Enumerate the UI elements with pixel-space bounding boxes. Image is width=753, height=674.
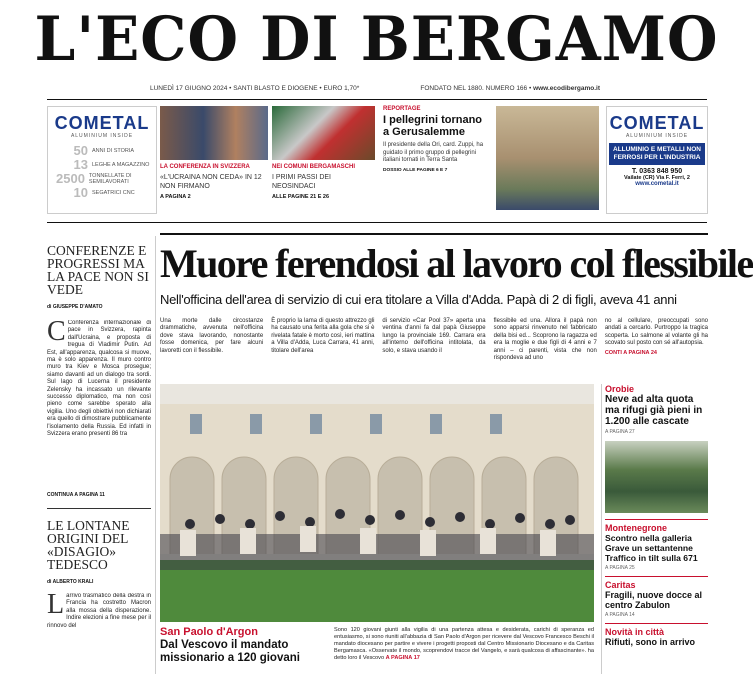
sidebar-headline: Fragili, nuove docce al centro Zabulon: [605, 590, 703, 610]
main-body-col: flessibile ed una. Allora il papà non sono apparsi rinvenuto nel fabbricato della bisi ed... Scoprono la ragazza ed era la moglie e due figli di 4 anni e 7 anni – ci parenti, vista che non rispondeva ad uno: [493, 318, 597, 362]
teaser-title: I pellegrini tornano a Gerusalemme: [383, 114, 483, 138]
sidebar-divider: [605, 576, 708, 577]
masthead-saints: SANTI BLASTO E DIOGENE: [233, 85, 318, 92]
teaser-text: Il presidente della Ori, card. Zuppi, ha guidato il primo gruppo di pellegrini italiani tornati in Terra Santa: [383, 142, 484, 164]
stat-label: SEGATRICI CNC: [92, 190, 135, 196]
sidebar-kicker: Orobie: [605, 384, 635, 394]
sidebar-kicker: Novità in città: [605, 627, 665, 637]
editorial-text: Conferenza internazionale di pace in Svizzera, rapinta dall'Ucraina, e proposta di tregua di Vladimir Putin. Ad Est, all'apparenza, qualcosa si muove, ma è solo apparenza. Il muro contro muro tra Kiev e Mosca prosegue; siamo davanti ad un dialogo tra sordi. Sul lago di Lucerna il presidente Zelensky ha incassato un rilevante successo diplomatico, ma non così pieno come sarebbe sperato alla vigilia. Uno degli obiettivi non dichiarati era quello di dimostrare pubblicamente l'isolamento della Russia. Ed infatti in Svizzera erano presenti 86 tra: [47, 320, 151, 438]
ad-stat: [56, 186, 156, 200]
left-column: [47, 244, 151, 653]
editorial-headline-2[interactable]: LE LONTANE ORIGINI DEL «DISAGIO» TEDESCO: [47, 518, 130, 572]
sidebar-ref: A PAGINA 14: [605, 612, 635, 618]
column-divider: [47, 508, 151, 509]
ad-stat: [56, 158, 156, 172]
sidebar-kicker: Montenegrone: [605, 523, 667, 533]
sidebar-headline: Scontro nella galleria Grave un settantenne Traffico in tilt sulla 671: [605, 533, 698, 563]
sidebar-item[interactable]: [605, 580, 708, 618]
sidebar-kicker: Caritas: [605, 580, 636, 590]
sidebar-item[interactable]: [605, 523, 708, 571]
teaser-kicker: LA CONFERENZA IN SVIZZERA: [160, 164, 250, 170]
main-body: [160, 318, 708, 376]
stat-number: 10: [73, 185, 88, 200]
main-rule: [160, 233, 708, 235]
sidebar-divider: [605, 623, 708, 624]
teaser-kicker: NEI COMUNI BERGAMASCHI: [272, 164, 356, 170]
editorial-author: di GIUSEPPE D'AMATO: [47, 304, 103, 310]
editorial-headline[interactable]: CONFERENZE E PROGRESSI MA LA PACE NON SI VEDE: [47, 243, 149, 297]
sidebar-ref: A PAGINA 27: [605, 429, 635, 435]
editorial-body: C Conferenza internazionale di pace in Svizzera, rapinta dall'Ucraina, e proposta di tregua di Vladimir Putin. Ad Est, all'apparenza, qualcosa si muove, ma è solo apparenza. Il muro contro muro tra Kiev e Mosca prosegue; siamo davanti ad un dialogo tra sordi. Sul lago di Lucerna il presidente Zelensky ha incassato un rilevante successo diplomatico, ma non così pieno come sarebbe sperato alla vigilia. Uno degli obiettivi non dichiarati era quello di dimostrare pubblicamente l'isolamento della Russia. Ed infatti in Svizzera erano presenti 86 tra: [47, 320, 151, 438]
right-ad[interactable]: [606, 106, 708, 214]
ad-stats: [48, 144, 156, 200]
teaser-ref: A PAGINA 2: [160, 194, 191, 200]
main-body-col: È proprio la lama di questo attrezzo gli ha causato una ferita alla gola che si è rivelata fatale è morto così, ieri mattina a Villa d'Adda, Luca Carrara, 41 anni, titolare dell'area: [271, 318, 375, 354]
teaser-kicker: REPORTAGE: [383, 106, 421, 112]
main-ref[interactable]: CONTI A PAGINA 24: [604, 349, 657, 356]
section-rule: [47, 222, 707, 223]
left-ad[interactable]: [47, 106, 157, 214]
teaser-photo: [160, 106, 268, 160]
teaser-ref: DOSSIO ALLE PAGINE 6 E 7: [383, 167, 448, 173]
main-subhead: Nell'officina dell'area di servizio di cui era titolare a Villa d'Adda. Papà di 2 di figli, aveva 41 anni: [160, 292, 677, 307]
masthead-rule: [47, 99, 707, 100]
ad-logo-sub: ALUMINIUM INSIDE: [70, 133, 134, 139]
masthead-founded: FONDATO NEL 1880. NUMERO 166: [420, 85, 528, 92]
photo-story-title-block[interactable]: [160, 626, 328, 665]
main-photo: [160, 384, 594, 622]
masthead-date: LUNEDÌ 17 GIUGNO 2024: [150, 85, 228, 92]
editorial-ref[interactable]: CONTINUA A PAGINA 11: [47, 492, 105, 498]
main-headline[interactable]: Muore ferendosi al lavoro col flessibile: [160, 241, 753, 286]
main-body-col: Una morte dalle circostanze drammatiche, avvenuta nell'officina dove stava lavorando, nonostante fosse domenica, per fare alcuni lavoretti con il flessibile.: [160, 318, 264, 354]
ad-stat: [56, 172, 156, 186]
stat-number: 13: [73, 157, 88, 172]
masthead-price: EURO 1,70*: [323, 85, 360, 92]
photo-story-kicker: San Paolo d'Argon: [160, 626, 258, 638]
photo-story-ref[interactable]: A PAGINA 17: [385, 655, 420, 661]
main-body-text: no al cellulare, preoccupati sono andati a cercarlo. Purtroppo la tragica scoperta. Lo salmone al volante gli ha scovato sul posto con sé all'autopsia.: [604, 318, 709, 347]
ad-logo-sub: ALUMINIUM INSIDE: [625, 133, 689, 139]
ad-phone: T. 0363 848 950: [631, 168, 683, 175]
photo-story-body: Sono 120 giovani giunti alla vigilia di una partenza attesa e desiderata, carichi di speranza ed entusiasmo, si sono riuniti all'abbazia di San Paolo d'Argon per ricevere dal Vescovo Francesco Beschi il mandato diocesano per partire e vivere i progetti proposti dal Centro Missionario Diocesano e da Caritas Bergamasca. «Osservate il mondo, scoprendovi tracce del Vangelo, e sarà qualcosa di affascinante». ha detto loro il Vescovo: [334, 627, 594, 661]
sidebar-item[interactable]: [605, 384, 708, 435]
stat-label: TONNELLATE DI SEMILAVORATI: [88, 173, 132, 185]
editorial-text: arrivo trasmatico della destra in Francia ha costretto Macron alla mossa della disperazione. Indire elezioni a fine mese per il rinnovo del: [47, 593, 151, 629]
teaser-photo: [272, 106, 375, 160]
editorial-author-2: di ALBERTO KRALI: [47, 579, 94, 585]
masthead-url[interactable]: www.ecodibergamo.it: [533, 85, 600, 92]
ad-tagline: ALLUMINIO E METALLI NON FERROSI PER L'INDUSTRIA: [609, 143, 705, 165]
sidebar-headline: Rifiuti, sono in arrivo: [605, 637, 696, 647]
masthead-title: L'ECO DI BERGAMO: [34, 3, 719, 75]
sidebar-item[interactable]: [605, 627, 708, 647]
ad-logo: COMETAL: [54, 113, 150, 133]
ad-address: Vailate (CR) Via F. Ferri, 2: [624, 175, 690, 181]
teaser-jerusalem[interactable]: [383, 106, 599, 214]
teaser-ref: ALLE PAGINE 21 E 26: [272, 194, 330, 200]
stat-label: LEGHE A MAGAZZINO: [92, 162, 150, 168]
sidebar-divider: [605, 519, 708, 520]
sidebar-ref: A PAGINA 25: [605, 565, 635, 571]
cloister-illustration: [160, 384, 594, 622]
main-body-col: di servizio «Car Pool 37» aperta una ventina d'anni fa dal papà Giuseppe lungo la provinciale 169. Carrara era all'interno dell'officina intitolata, da solo, e stava usando il: [382, 318, 486, 354]
sidebar: [605, 384, 708, 647]
photo-story-text: [334, 627, 594, 674]
sidebar-headline: Neve ad alta quota ma rifugi già pieni in 1.200 alle cascate: [605, 394, 703, 427]
teaser-ukraine[interactable]: [160, 106, 268, 214]
ad-logo: COMETAL: [609, 113, 705, 133]
teaser-photo: [496, 106, 599, 210]
editorial-body-2: Larrivo trasmatico della destra in Francia ha costretto Macron alla mossa della disperazione. Indire elezioni a fine mese per il rinnovo del: [47, 593, 151, 629]
dateline: LUNEDÌ 17 GIUGNO 2024 • SANTI BLASTO E DIOGENE • EURO 1,70* FONDATO NEL 1880. NUMERO 166 • www.ecodibergamo.it: [150, 85, 600, 92]
stat-label: ANNI DI STORIA: [92, 148, 135, 154]
column-separator: [155, 236, 156, 674]
teaser-textblock: [383, 106, 491, 173]
stat-number: 2500: [56, 171, 85, 186]
ad-web: www.cometal.it: [635, 181, 679, 187]
teaser-text: I PRIMI PASSI DEI NEOSINDACI: [272, 174, 331, 190]
photo-story-title: Dal Vescovo il mandato missionario a 120 giovani: [160, 639, 300, 664]
teaser-text: «L'UCRAINA NON CEDA» IN 12 NON FIRMANO: [160, 174, 262, 190]
teaser-mayors[interactable]: [272, 106, 375, 214]
sidebar-photo: [605, 441, 708, 513]
sidebar-separator: [601, 384, 602, 674]
stat-number: 50: [73, 143, 88, 158]
main-body-col-last: [605, 318, 708, 376]
ad-stat: [56, 144, 156, 158]
